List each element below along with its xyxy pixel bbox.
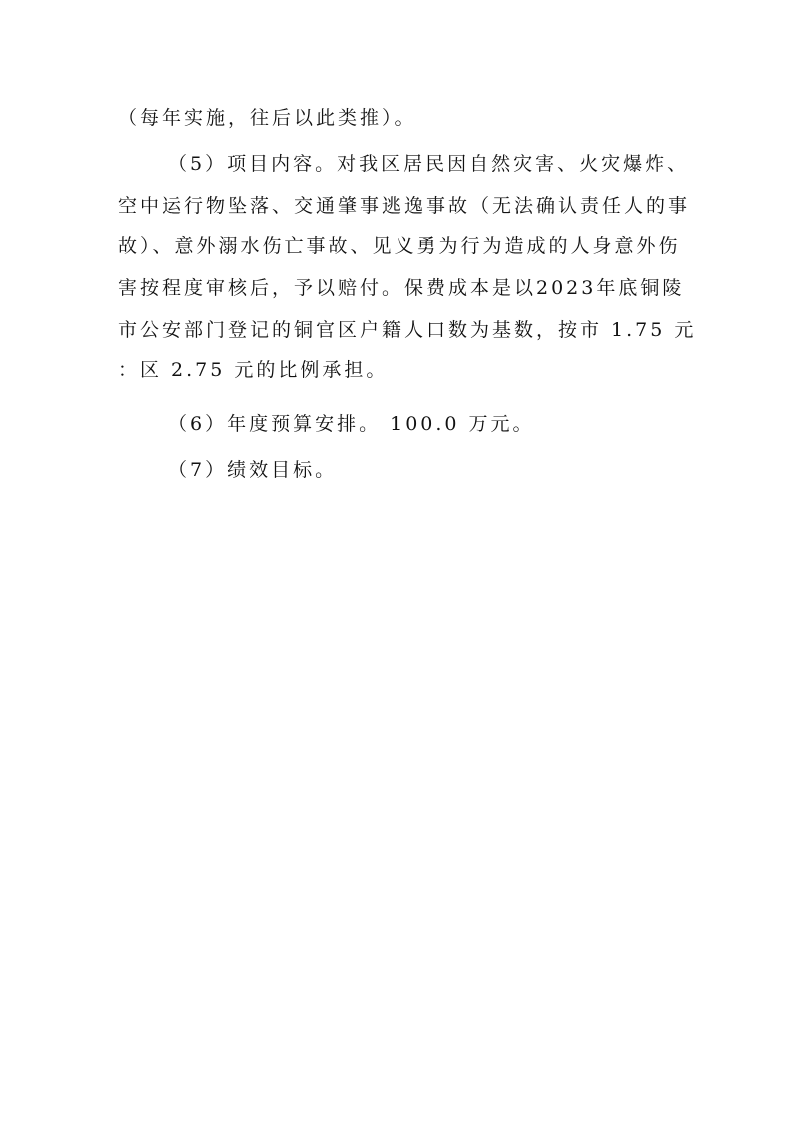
- paragraph-line: （每年实施，往后以此类推）。: [118, 107, 417, 129]
- paragraph-line: 空中运行物坠落、交通肇事逃逸事故（无法确认责任人的事: [118, 195, 691, 217]
- goal-heading: （7）绩效目标。: [168, 459, 338, 481]
- paragraph-line: ：区 2.75 元的比例承担。: [118, 359, 389, 381]
- budget-line: （6）年度预算安排。 100.0 万元。: [168, 413, 535, 435]
- paragraph-line: 害按程度审核后，予以赔付。保费成本是以2023年底铜陵: [118, 277, 685, 299]
- paragraph-line: 市公安部门登记的铜官区户籍人口数为基数，按市 1.75 元: [118, 319, 697, 341]
- paragraph-line: 故）、意外溺水伤亡事故、见义勇为行为造成的人身意外伤: [118, 235, 681, 257]
- paragraph-line: （5）项目内容。对我区居民因自然灾害、火灾爆炸、: [168, 153, 690, 175]
